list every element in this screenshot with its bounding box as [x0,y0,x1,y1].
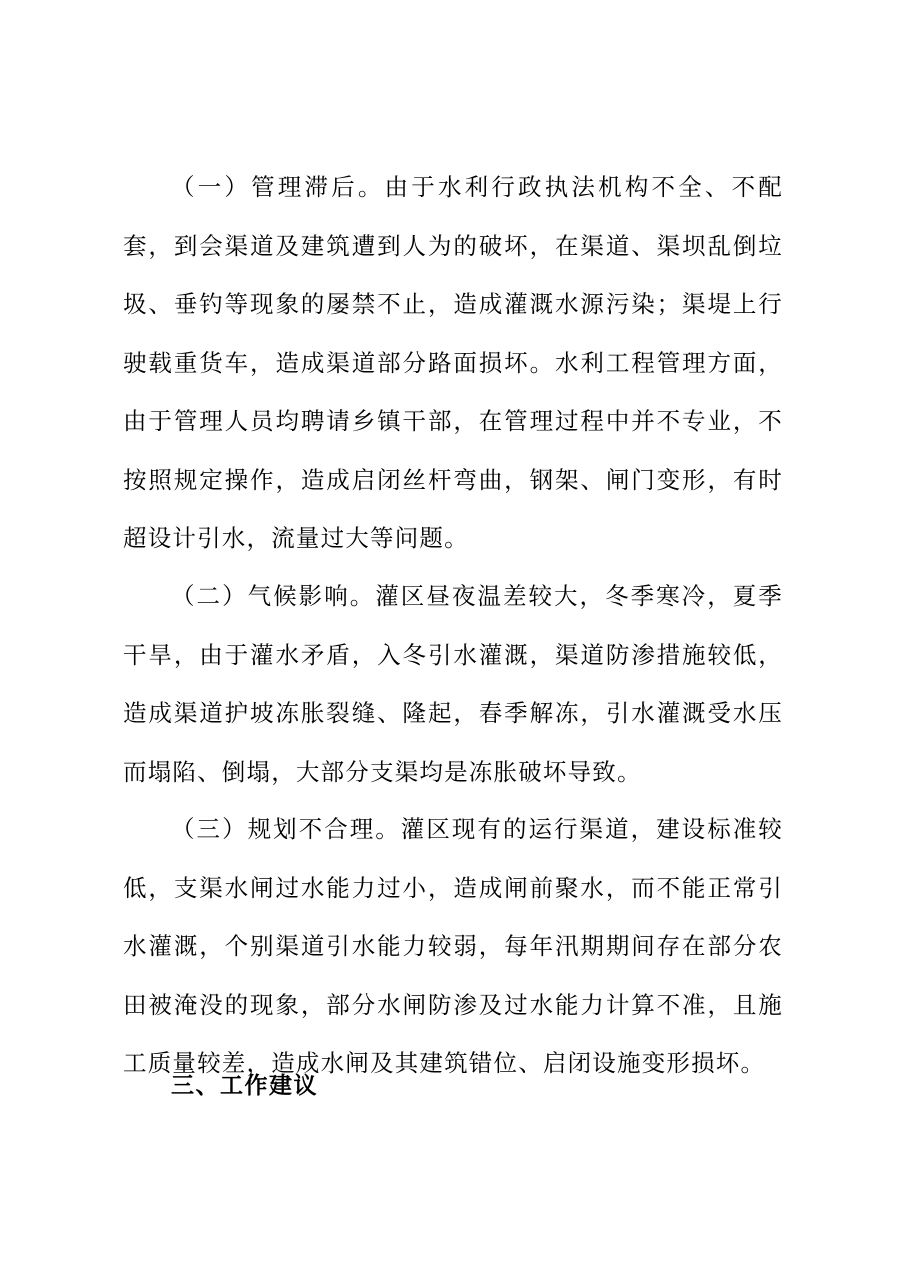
paragraph-management-lag: （一）管理滞后。由于水利行政执法机构不全、不配套，到会渠道及建筑遭到人为的破坏，在渠道、渠坝乱倒垃圾、垂钓等现象的屡禁不止，造成灌溉水源污染；渠堤上行驶载重货车，造成渠道部分路面损坏。水利工程管理方面，由于管理人员均聘请乡镇干部，在管理过程中并不专业，不按照规定操作，造成启闭丝杆弯曲，钢架、闸门变形，有时超设计引水，流量过大等问题。 [123,173,783,552]
paragraph-climate-impact: （二）气候影响。灌区昼夜温差较大，冬季寒冷，夏季干旱，由于灌水矛盾，入冬引水灌溉，渠道防渗措施较低，造成渠道护坡冻胀裂缝、隆起，春季解冻，引水灌溉受水压而塌陷、倒塌，大部分支渠均是冻胀破坏导致。 [123,582,783,786]
paragraph-unreasonable-planning: （三）规划不合理。灌区现有的运行渠道，建设标准较低，支渠水闸过水能力过小，造成闸前聚水，而不能正常引水灌溉，个别渠道引水能力较弱，每年汛期期间存在部分农田被淹没的现象，部分水闸防渗及过水能力计算不准，且施工质量较差，造成水闸及其建筑错位、启闭设施变形损坏。 [123,815,783,1077]
section-heading-work-suggestions: 三、工作建议 [171,1073,318,1099]
